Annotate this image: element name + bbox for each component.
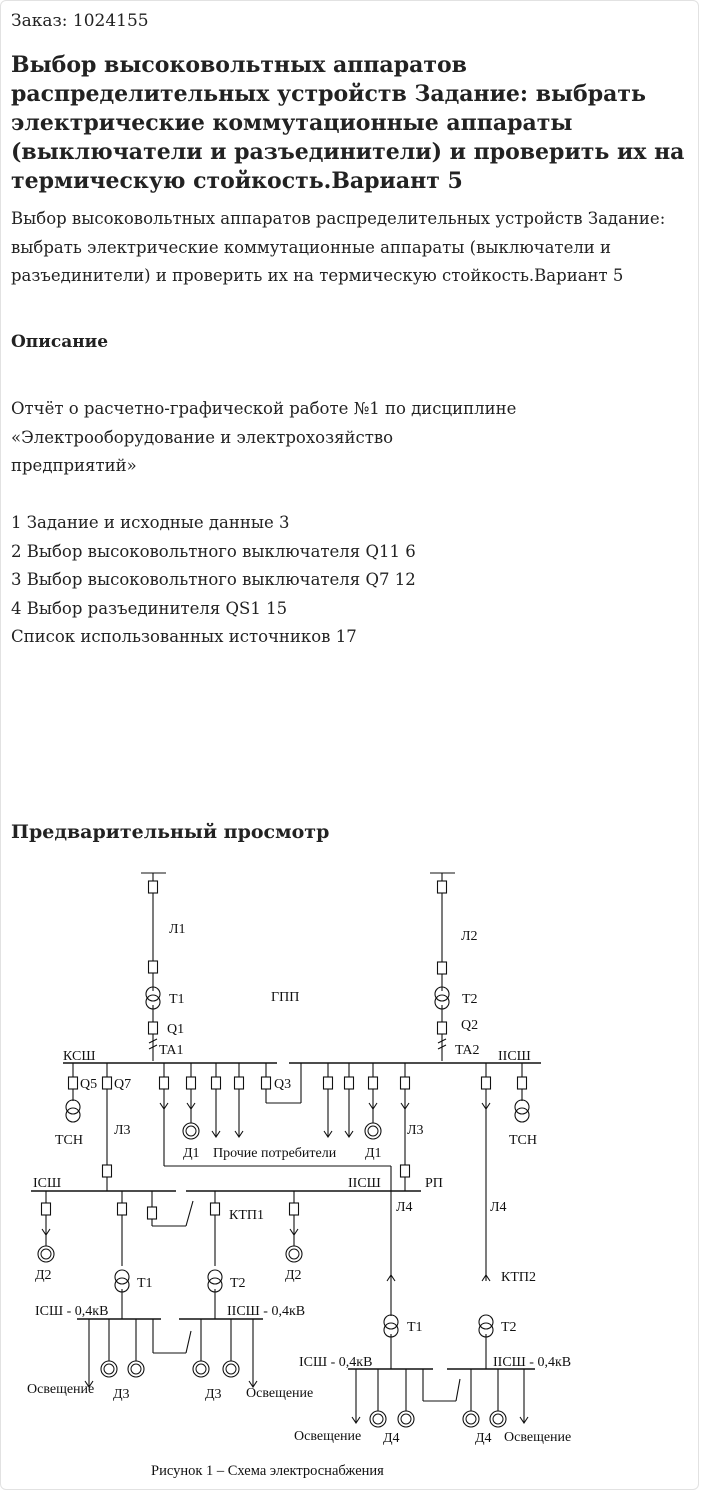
label-l1: Л1 <box>169 922 186 937</box>
label-tsn-left: ТСН <box>55 1133 83 1148</box>
label-ish: IСШ <box>33 1176 62 1191</box>
toc-item: 3 Выбор высоковольтного выключателя Q7 12 <box>11 570 416 589</box>
label-light-3: Освещение <box>294 1429 362 1444</box>
description-body <box>11 395 691 652</box>
toc-item: 1 Задание и исходные данные 3 <box>11 513 290 532</box>
description-heading: Описание <box>11 332 109 352</box>
product-summary: Выбор высоковольтных аппаратов распределительных устройств Задание: выбрать электрические коммутационные аппараты (выключатели и разъединители) и проверить их на термическую стойкость.Вариант 5 <box>11 209 666 285</box>
label-d2-left: Д2 <box>35 1268 52 1283</box>
label-l2: Л2 <box>461 929 478 944</box>
label-other-consumers: Прочие потребители <box>213 1146 337 1161</box>
figure-caption: Рисунок 1 – Схема электроснабжения <box>151 1463 384 1479</box>
label-ktp1: КТП1 <box>229 1208 264 1223</box>
label-d3-right: Д3 <box>205 1387 222 1402</box>
label-q5: Q5 <box>80 1077 98 1092</box>
label-t2: Т2 <box>462 992 478 1007</box>
label-d3-left: Д3 <box>113 1387 130 1402</box>
label-d4-right: Д4 <box>475 1431 492 1446</box>
label-light-2: Освещение <box>246 1386 314 1401</box>
label-t1: Т1 <box>169 992 185 1007</box>
toc-item: Список использованных источников 17 <box>11 627 357 646</box>
label-gpp: ГПП <box>271 990 300 1005</box>
label-q3: Q3 <box>274 1077 292 1092</box>
page-title: Выбор высоковольтных аппаратов распределительных устройств Задание: выбрать электрические коммутационные аппараты (выключатели и разъединители) и проверить их на термическую стойкость.Вариант 5 <box>11 52 685 194</box>
label-ktp1-t2: Т2 <box>230 1276 246 1291</box>
label-ktp1-t1: Т1 <box>137 1276 153 1291</box>
label-iish-04-ktp1: IIСШ - 0,4кВ <box>227 1304 306 1319</box>
toc-item: 4 Выбор разъединителя QS1 15 <box>11 598 288 618</box>
label-ish-04-ktp2: IСШ - 0,4кВ <box>299 1355 373 1370</box>
label-q1: Q1 <box>167 1022 185 1037</box>
electrical-scheme-diagram <box>1 861 701 1461</box>
description-line: предприятий» <box>11 456 137 475</box>
label-l3-right: Л3 <box>407 1123 424 1138</box>
label-d2-right: Д2 <box>285 1268 302 1283</box>
order-number: Заказ: 1024155 <box>11 11 149 31</box>
label-ksh: КСШ <box>63 1049 96 1064</box>
label-rp: РП <box>425 1176 443 1191</box>
label-iish: IIСШ <box>348 1176 381 1191</box>
label-ish-04-ktp1: IСШ - 0,4кВ <box>35 1304 109 1319</box>
label-light-4: Освещение <box>504 1430 572 1445</box>
label-q7: Q7 <box>114 1077 132 1092</box>
label-iish-04-ktp2: IIСШ - 0,4кВ <box>493 1355 572 1370</box>
toc-item: 2 Выбор высоковольтного выключателя Q11 6 <box>11 541 416 561</box>
description-line: Отчёт о расчетно-графической работе №1 по дисциплине <box>11 399 517 418</box>
label-tsn-right: ТСН <box>509 1133 537 1148</box>
label-ktp2: КТП2 <box>501 1270 536 1285</box>
description-line: «Электрооборудование и электрохозяйство <box>11 427 394 447</box>
label-q2: Q2 <box>461 1018 479 1033</box>
label-gpp-bus2: IIСШ <box>498 1049 531 1064</box>
preview-heading: Предварительный просмотр <box>11 821 330 843</box>
label-d4-left: Д4 <box>383 1431 400 1446</box>
label-l3-left: Л3 <box>114 1123 131 1138</box>
label-ktp2-t2: Т2 <box>501 1320 517 1335</box>
label-l4-right: Л4 <box>490 1200 507 1215</box>
label-l4-left: Л4 <box>396 1200 413 1215</box>
label-light-1: Освещение <box>27 1382 95 1397</box>
label-d1-right: Д1 <box>365 1146 382 1161</box>
label-ta1: TA1 <box>159 1043 184 1058</box>
label-ktp2-t1: Т1 <box>407 1320 423 1335</box>
label-d1-left: Д1 <box>183 1146 200 1161</box>
label-ta2: TA2 <box>455 1043 480 1058</box>
